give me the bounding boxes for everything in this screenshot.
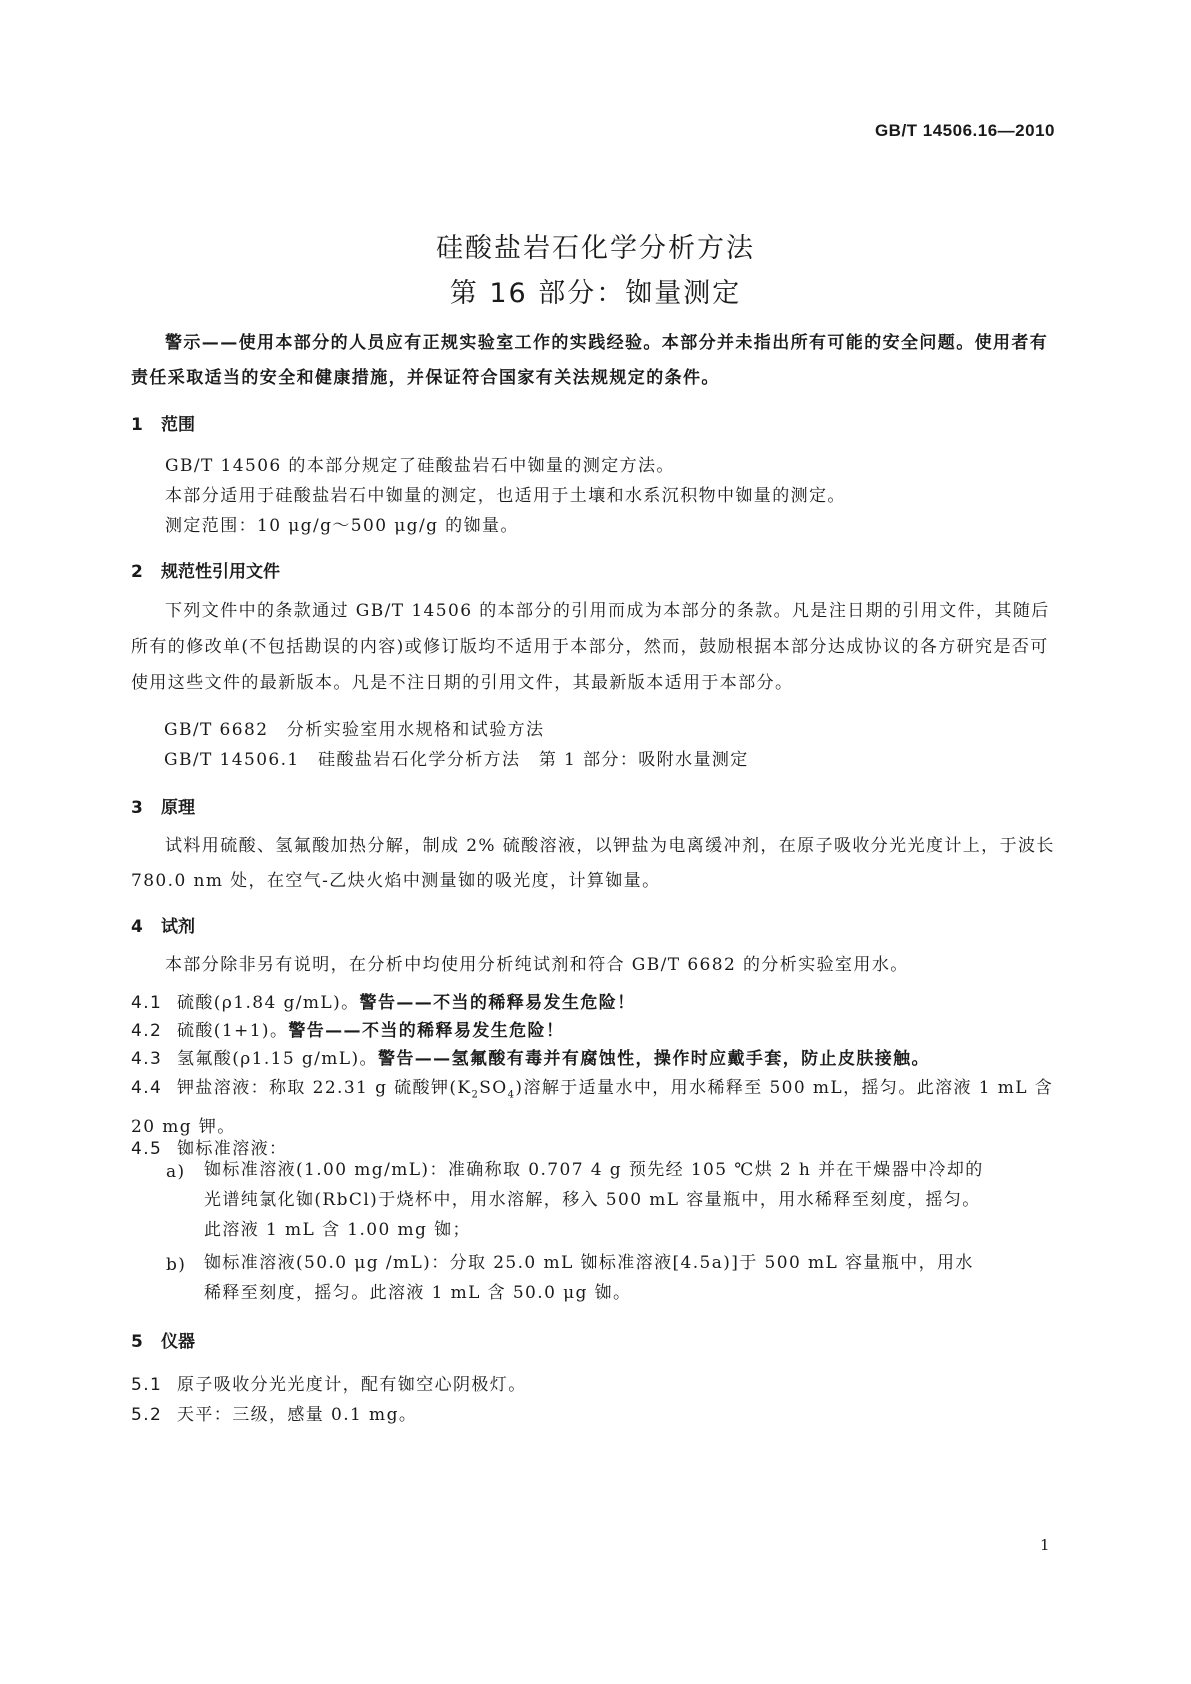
item-number: 4.5	[131, 1139, 163, 1159]
item-number: 4.1	[131, 993, 163, 1013]
reagent-item	[131, 1016, 564, 1041]
list-item: 铷标准溶液(1.00 mg/mL)：准确称取 0.707 4 g 预先经 105 ℃烘 2 h 并在干燥器中冷却的光谱纯氯化铷(RbCl)于烧杯中，用水溶解，移入 500 mL 容量瓶中，用水稀释至刻度，摇匀。此溶液 1 mL 含 1.00 mg 铷；	[204, 1160, 984, 1240]
item-number: 4.2	[131, 1021, 163, 1041]
section-title: 规范性引用文件	[161, 562, 280, 582]
section-title: 试剂	[161, 917, 195, 937]
instrument-item	[131, 1400, 417, 1425]
paragraph: 测定范围：10 μg/g～500 μg/g 的铷量。	[165, 516, 519, 536]
item-text: 氢氟酸(ρ1.15 g/mL)。	[177, 1049, 378, 1069]
item-text: SO	[479, 1078, 508, 1098]
section-2-heading	[131, 557, 280, 582]
section-title: 原理	[161, 798, 195, 818]
item-text: 硫酸(ρ1.84 g/mL)。	[177, 993, 360, 1013]
item-text: 硫酸(1+1)。	[177, 1021, 289, 1041]
warning-paragraph: 警示——使用本部分的人员应有正规实验室工作的实践经验。本部分并未指出所有可能的安全问题。使用者有责任采取适当的安全和健康措施，并保证符合国家有关法规规定的条件。	[131, 333, 1049, 388]
paragraph: 本部分除非另有说明，在分析中均使用分析纯试剂和符合 GB/T 6682 的分析实验室用水。	[165, 955, 909, 975]
section-1-heading	[131, 410, 195, 435]
instrument-item	[131, 1370, 527, 1395]
item-text: )溶解于适量水中，用水稀释至 500 mL，摇匀。此溶液 1 mL 含 20 mg 钾。	[131, 1078, 1054, 1138]
paragraph: 试料用硫酸、氢氟酸加热分解，制成 2% 硫酸溶液，以钾盐为电离缓冲剂，在原子吸收分光光度计上，于波长 780.0 nm 处，在空气-乙炔火焰中测量铷的吸光度，计算铷量。	[131, 836, 1055, 891]
list-label: a)	[166, 1162, 186, 1182]
reagent-item	[131, 1044, 930, 1069]
item-number: 4.4	[131, 1078, 163, 1098]
reference-item: GB/T 14506.1 硅酸盐岩石化学分析方法 第 1 部分：吸附水量测定	[164, 750, 749, 770]
reference-item: GB/T 6682 分析实验室用水规格和试验方法	[164, 720, 545, 740]
item-warning: 警告——不当的稀释易发生危险！	[288, 1021, 565, 1041]
section-number: 3	[131, 798, 143, 818]
paragraph: 本部分适用于硅酸盐岩石中铷量的测定，也适用于土壤和水系沉积物中铷量的测定。	[165, 486, 846, 506]
list-item: 铷标准溶液(50.0 μg /mL)：分取 25.0 mL 铷标准溶液[4.5a)]于 500 mL 容量瓶中，用水稀释至刻度，摇匀。此溶液 1 mL 含 50.0 μg 铷。	[204, 1253, 974, 1303]
item-warning: 警告——氢氟酸有毒并有腐蚀性，操作时应戴手套，防止皮肤接触。	[377, 1049, 930, 1069]
page-number: 1	[1040, 1536, 1050, 1554]
reagent-item	[131, 988, 636, 1013]
item-number: 4.3	[131, 1049, 163, 1069]
subscript: 2	[471, 1089, 480, 1101]
subscript: 4	[507, 1089, 516, 1101]
item-text: 天平：三级，感量 0.1 mg。	[177, 1405, 418, 1425]
list-label: b)	[166, 1255, 187, 1275]
item-number: 5.1	[131, 1375, 163, 1395]
section-3-heading	[131, 793, 195, 818]
section-number: 2	[131, 562, 143, 582]
document-subtitle: 第 16 部分：铷量测定	[449, 278, 742, 309]
paragraph: 下列文件中的条款通过 GB/T 14506 的本部分的引用而成为本部分的条款。凡是注日期的引用文件，其随后所有的修改单(不包括勘误的内容)或修订版均不适用于本部分，然而，鼓励根据本部分达成协议的各方研究是否可使用这些文件的最新版本。凡是不注日期的引用文件，其最新版本适用于本部分。	[131, 601, 1050, 693]
item-text: 钾盐溶液：称取 22.31 g 硫酸钾(K	[177, 1078, 472, 1098]
item-text: 原子吸收分光光度计，配有铷空心阴极灯。	[177, 1375, 527, 1395]
item-text: 铷标准溶液：	[177, 1139, 288, 1159]
standard-number: GB/T 14506.16—2010	[874, 121, 1055, 140]
item-warning: 警告——不当的稀释易发生危险！	[359, 993, 636, 1013]
section-5-heading	[131, 1327, 195, 1352]
section-title: 仪器	[161, 1332, 195, 1352]
section-number: 4	[131, 917, 143, 937]
section-title: 范围	[161, 415, 195, 435]
item-number: 5.2	[131, 1405, 163, 1425]
document-title: 硅酸盐岩石化学分析方法	[436, 233, 755, 264]
section-number: 1	[131, 415, 143, 435]
section-4-heading	[131, 912, 195, 937]
paragraph: GB/T 14506 的本部分规定了硅酸盐岩石中铷量的测定方法。	[165, 456, 675, 476]
section-number: 5	[131, 1332, 143, 1352]
